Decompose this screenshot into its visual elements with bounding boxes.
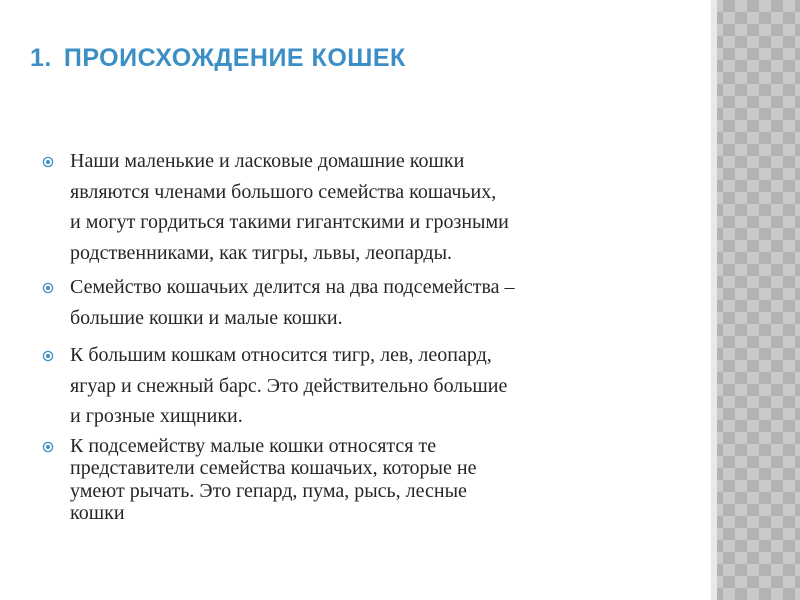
bullet-line: кошки <box>70 502 125 524</box>
bullet-line: являются членами большого семейства кошачьих, <box>70 180 497 203</box>
circle-dot-icon <box>42 282 54 294</box>
bullet-line: ягуар и снежный барс. Это действительно большие <box>70 374 508 397</box>
bullet-line: и могут гордиться такими гигантскими и грозными <box>70 211 509 233</box>
bullet-line: К подсемейству малые кошки относятся те <box>70 434 437 457</box>
bullet-item <box>42 146 682 268</box>
circle-dot-icon <box>42 441 54 453</box>
circle-dot-icon <box>42 350 54 362</box>
title-number: 1. <box>30 44 52 72</box>
bullet-line: и грозные хищники. <box>70 405 243 427</box>
bullet-line: родственниками, как тигры, львы, леопарды. <box>70 241 453 264</box>
slide-title <box>30 44 406 73</box>
bullet-line: К большим кошкам относится тигр, лев, леопард, <box>70 344 492 366</box>
decorative-side-panel <box>711 0 800 600</box>
bullet-item <box>42 272 682 333</box>
bullet-list <box>42 146 682 525</box>
bullet-line: Семейство кошачьих делится на два подсемейства – <box>70 276 515 298</box>
circle-dot-icon <box>42 156 54 168</box>
title-text: ПРОИСХОЖДЕНИЕ КОШЕК <box>63 44 406 72</box>
bullet-line: Наши маленькие и ласковые домашние кошки <box>70 150 465 172</box>
bullet-item <box>42 340 682 432</box>
bullet-line: представители семейства кошачьих, которые не <box>70 457 477 479</box>
bullet-item <box>42 435 682 525</box>
bullet-line: большие кошки и малые кошки. <box>70 306 343 329</box>
bullet-line: умеют рычать. Это гепард, пума, рысь, лесные <box>70 479 467 502</box>
